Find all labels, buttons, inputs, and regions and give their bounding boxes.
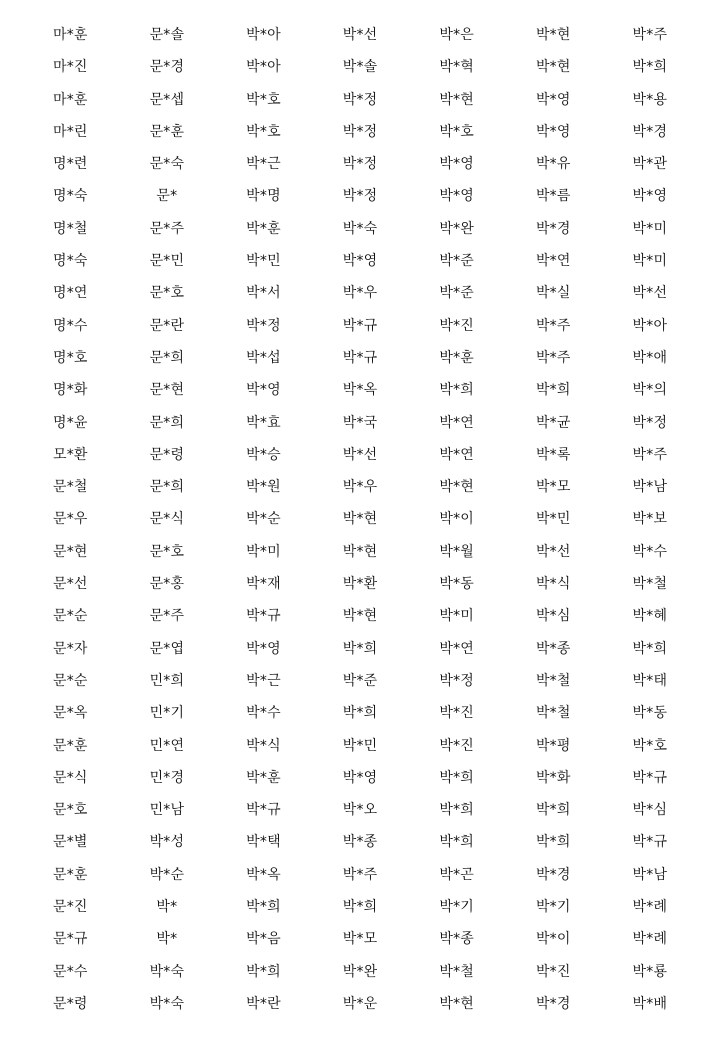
name-cell: 박*주 — [342, 866, 378, 883]
name-cell: 문*솔 — [149, 27, 185, 43]
name-cell: 박*애 — [632, 349, 668, 366]
name-cell: 명*연 — [52, 285, 88, 302]
name-cell: 박*호 — [439, 123, 474, 140]
name-cell: 박*선 — [632, 285, 668, 302]
name-cell: 문*경 — [149, 59, 185, 76]
name-cell: 박*완 — [439, 220, 474, 237]
name-cell: 박*용 — [632, 91, 668, 108]
name-cell: 박*미 — [439, 608, 474, 625]
name-cell: 박*희 — [632, 640, 668, 657]
name-cell: 박*희 — [342, 705, 378, 722]
name-cell: 박*례 — [632, 899, 668, 916]
name-cell: 박*미 — [632, 253, 668, 270]
name-cell: 박*숙 — [149, 995, 185, 1012]
name-cell: 박*경 — [535, 995, 571, 1012]
name-cell: 마*진 — [52, 59, 88, 76]
name-cell: 문*셉 — [149, 91, 185, 108]
name-cell: 박*현 — [535, 59, 571, 76]
name-cell: 민*남 — [149, 802, 185, 819]
name-cell: 명*철 — [52, 220, 88, 237]
name-cell: 문*란 — [149, 317, 185, 334]
name-cell: 박*남 — [632, 866, 668, 883]
name-cell: 박*희 — [246, 963, 281, 980]
name-cell: 박*근 — [246, 156, 281, 173]
name-cell: 문*현 — [149, 382, 185, 399]
name-cell: 박*유 — [535, 156, 571, 173]
name-cell: 박*순 — [149, 866, 185, 883]
name-cell: 문*민 — [149, 253, 185, 270]
name-cell: 박*수 — [632, 543, 668, 560]
name-cell: 박*주 — [632, 27, 668, 43]
name-cell: 문*희 — [149, 479, 185, 496]
name-cell: 박*규 — [632, 834, 668, 851]
name-cell: 박*정 — [342, 156, 378, 173]
name-cell: 박*심 — [632, 802, 668, 819]
name-cell: 문*옥 — [52, 705, 88, 722]
name-cell: 박*희 — [439, 802, 474, 819]
name-cell: 박*정 — [342, 188, 378, 205]
name-cell: 박*옥 — [342, 382, 378, 399]
name-cell: 박*현 — [535, 27, 571, 43]
name-cell: 박*현 — [342, 543, 378, 560]
name-cell: 박*진 — [535, 963, 571, 980]
name-cell: 박* — [156, 931, 178, 948]
name-cell: 문*수 — [52, 963, 88, 980]
name-cell: 박*민 — [535, 511, 571, 528]
name-cell: 박*혜 — [632, 608, 668, 625]
name-cell: 박* — [156, 899, 178, 916]
name-cell: 문*별 — [52, 834, 88, 851]
name-cell: 박*의 — [632, 382, 668, 399]
name-cell: 박*연 — [439, 640, 474, 657]
name-cell: 박*기 — [535, 899, 571, 916]
name-cell: 박*우 — [342, 479, 378, 496]
name-cell: 박*규 — [342, 349, 378, 366]
name-cell: 박*영 — [632, 188, 668, 205]
name-cell: 박*균 — [535, 414, 571, 431]
name-cell: 민*희 — [149, 672, 185, 689]
name-cell: 박*우 — [342, 285, 378, 302]
name-cell: 문* — [156, 188, 178, 205]
name-cell: 박*심 — [535, 608, 571, 625]
name-cell: 박*정 — [439, 672, 474, 689]
name-cell: 문*규 — [52, 931, 88, 948]
name-cell: 박*영 — [342, 253, 378, 270]
name-cell: 모*환 — [52, 446, 88, 463]
name-cell: 마*린 — [52, 123, 88, 140]
name-cell: 마*훈 — [52, 91, 88, 108]
name-cell: 박*운 — [342, 995, 378, 1012]
name-cell: 박*희 — [342, 899, 378, 916]
name-cell: 박*숙 — [149, 963, 185, 980]
name-cell: 박*주 — [535, 349, 571, 366]
name-cell: 명*숙 — [52, 188, 88, 205]
name-cell: 박*모 — [535, 479, 571, 496]
name-cell: 박*경 — [632, 123, 668, 140]
name-cell: 박*현 — [439, 479, 474, 496]
name-cell: 마*훈 — [52, 27, 88, 43]
name-cell: 박*아 — [246, 27, 281, 43]
name-cell: 박*식 — [246, 737, 281, 754]
name-cell: 박*경 — [535, 866, 571, 883]
name-cell: 박*영 — [439, 188, 474, 205]
name-cell: 문*식 — [149, 511, 185, 528]
name-cell: 박*재 — [246, 576, 281, 593]
name-cell: 박*훈 — [246, 220, 281, 237]
name-cell: 박*경 — [535, 220, 571, 237]
name-cell: 문*현 — [52, 543, 88, 560]
name-cell: 박*오 — [342, 802, 378, 819]
name-cell: 박*주 — [535, 317, 571, 334]
name-cell: 박*동 — [632, 705, 668, 722]
name-cell: 박*준 — [439, 285, 474, 302]
name-cell: 박*화 — [535, 769, 571, 786]
name-cell: 박*영 — [342, 769, 378, 786]
name-cell: 박*국 — [342, 414, 378, 431]
name-cell: 문*호 — [149, 543, 185, 560]
name-cell: 박*희 — [535, 834, 571, 851]
name-cell: 박*희 — [535, 382, 571, 399]
name-cell: 박*정 — [342, 123, 378, 140]
name-cell: 박*평 — [535, 737, 571, 754]
name-cell: 박*현 — [342, 608, 378, 625]
name-cell: 박*미 — [246, 543, 281, 560]
name-cell: 박*순 — [246, 511, 281, 528]
name-cell: 박*희 — [632, 59, 668, 76]
name-cell: 박*희 — [439, 382, 474, 399]
name-cell: 박*택 — [246, 834, 281, 851]
name-cell: 명*수 — [52, 317, 88, 334]
name-cell: 박*현 — [342, 511, 378, 528]
name-cell: 박*승 — [246, 446, 281, 463]
name-cell: 문*령 — [52, 995, 88, 1012]
name-cell: 박*호 — [632, 737, 668, 754]
name-cell: 문*선 — [52, 576, 88, 593]
name-cell: 박*규 — [246, 802, 281, 819]
name-cell: 박*철 — [535, 705, 571, 722]
name-cell: 박*미 — [632, 220, 668, 237]
name-cell: 박*정 — [632, 414, 668, 431]
name-cell: 박*철 — [535, 672, 571, 689]
name-cell: 문*철 — [52, 479, 88, 496]
name-cell: 박*규 — [632, 769, 668, 786]
name-cell: 박*룡 — [632, 963, 668, 980]
name-cell: 박*주 — [632, 446, 668, 463]
name-cell: 박*아 — [246, 59, 281, 76]
name-cell: 박*실 — [535, 285, 571, 302]
name-cell: 박*기 — [439, 899, 474, 916]
name-cell: 박*희 — [535, 802, 571, 819]
name-cell: 문*주 — [149, 220, 185, 237]
name-cell: 문*진 — [52, 899, 88, 916]
name-cell: 박*선 — [342, 27, 378, 43]
name-cell: 문*홍 — [149, 576, 185, 593]
name-cell: 박*관 — [632, 156, 668, 173]
name-cell: 명*련 — [52, 156, 88, 173]
name-cell: 박*영 — [246, 382, 281, 399]
name-cell: 박*근 — [246, 672, 281, 689]
name-cell: 박*연 — [535, 253, 571, 270]
name-cell: 문*령 — [149, 446, 185, 463]
name-cell: 박*남 — [632, 479, 668, 496]
name-cell: 박*철 — [632, 576, 668, 593]
name-cell: 박*영 — [535, 123, 571, 140]
name-cell: 박*음 — [246, 931, 281, 948]
name-cell: 박*현 — [439, 91, 474, 108]
name-cell: 민*경 — [149, 769, 185, 786]
name-cell: 박*선 — [535, 543, 571, 560]
name-cell: 박*진 — [439, 705, 474, 722]
name-cell: 박*진 — [439, 737, 474, 754]
name-cell: 박*환 — [342, 576, 378, 593]
name-cell: 박*곤 — [439, 866, 474, 883]
name-cell: 박*영 — [439, 156, 474, 173]
name-cell: 박*규 — [246, 608, 281, 625]
name-cell: 박*연 — [439, 446, 474, 463]
name-cell: 박*이 — [439, 511, 474, 528]
name-cell: 박*희 — [342, 640, 378, 657]
name-cell: 박*규 — [342, 317, 378, 334]
name-cell: 박*영 — [535, 91, 571, 108]
name-cell: 박*배 — [632, 995, 668, 1012]
name-cell: 문*순 — [52, 672, 88, 689]
name-cell: 문*식 — [52, 769, 88, 786]
name-cell: 박*혁 — [439, 59, 474, 76]
name-cell: 박*철 — [439, 963, 474, 980]
name-cell: 박*례 — [632, 931, 668, 948]
name-cell: 박*종 — [535, 640, 571, 657]
name-cell: 박*준 — [342, 672, 378, 689]
name-cell: 박*현 — [439, 995, 474, 1012]
name-cell: 박*월 — [439, 543, 474, 560]
name-cell: 문*엽 — [149, 640, 185, 657]
name-cell: 박*원 — [246, 479, 281, 496]
name-cell: 박*명 — [246, 188, 281, 205]
name-cell: 박*희 — [439, 769, 474, 786]
name-cell: 문*숙 — [149, 156, 185, 173]
name-cell: 민*연 — [149, 737, 185, 754]
name-cell: 명*화 — [52, 382, 88, 399]
name-cell: 박*옥 — [246, 866, 281, 883]
name-cell: 박*보 — [632, 511, 668, 528]
name-cell: 박*이 — [535, 931, 571, 948]
name-cell: 박*종 — [439, 931, 474, 948]
name-cell: 박*성 — [149, 834, 185, 851]
name-cell: 박*효 — [246, 414, 281, 431]
name-cell: 박*록 — [535, 446, 571, 463]
name-cell: 문*호 — [149, 285, 185, 302]
name-cell: 민*기 — [149, 705, 185, 722]
name-cell: 박*희 — [246, 899, 281, 916]
name-cell: 박*선 — [342, 446, 378, 463]
name-cell: 박*태 — [632, 672, 668, 689]
name-cell: 박*서 — [246, 285, 281, 302]
name-cell: 명*호 — [52, 349, 88, 366]
name-cell: 박*정 — [342, 91, 378, 108]
name-cell: 문*주 — [149, 608, 185, 625]
name-cell: 문*우 — [52, 511, 88, 528]
name-cell: 박*호 — [246, 123, 281, 140]
name-cell: 박*란 — [246, 995, 281, 1012]
name-cell: 명*숙 — [52, 253, 88, 270]
name-cell: 박*연 — [439, 414, 474, 431]
name-cell: 문*훈 — [52, 737, 88, 754]
name-cell: 문*희 — [149, 349, 185, 366]
name-cell: 박*은 — [439, 27, 474, 43]
name-cell: 박*영 — [246, 640, 281, 657]
name-cell: 박*민 — [246, 253, 281, 270]
name-cell: 박*솔 — [342, 59, 378, 76]
name-cell: 박*섭 — [246, 349, 281, 366]
name-cell: 박*호 — [246, 91, 281, 108]
name-cell: 박*수 — [246, 705, 281, 722]
name-cell: 문*순 — [52, 608, 88, 625]
name-cell: 박*진 — [439, 317, 474, 334]
name-cell: 박*아 — [632, 317, 668, 334]
name-cell: 박*숙 — [342, 220, 378, 237]
name-cell: 박*식 — [535, 576, 571, 593]
name-cell: 문*호 — [52, 802, 88, 819]
name-cell: 명*윤 — [52, 414, 88, 431]
name-cell: 문*자 — [52, 640, 88, 657]
name-cell: 박*종 — [342, 834, 378, 851]
name-cell: 박*준 — [439, 253, 474, 270]
name-cell: 박*동 — [439, 576, 474, 593]
name-cell: 문*훈 — [149, 123, 185, 140]
name-cell: 박*모 — [342, 931, 378, 948]
name-cell: 박*희 — [439, 834, 474, 851]
name-cell: 문*훈 — [52, 866, 88, 883]
name-cell: 문*희 — [149, 414, 185, 431]
name-cell: 박*훈 — [439, 349, 474, 366]
name-cell: 박*완 — [342, 963, 378, 980]
name-cell: 박*름 — [535, 188, 571, 205]
name-cell: 박*정 — [246, 317, 281, 334]
name-cell: 박*훈 — [246, 769, 281, 786]
name-cell: 박*민 — [342, 737, 378, 754]
